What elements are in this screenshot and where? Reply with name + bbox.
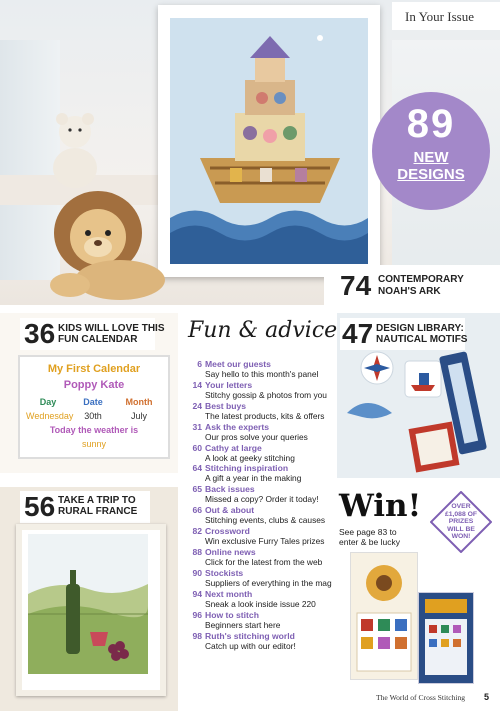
contents-item[interactable]: [186, 463, 336, 484]
day-label: Day: [39, 397, 57, 407]
item-page: 14: [192, 379, 202, 390]
item-description: Say hello to this month's panel: [205, 369, 319, 379]
item-page: 82: [192, 526, 202, 537]
hero-caption-line-1: CONTEMPORARY: [378, 274, 464, 285]
item-description: A gift a year in the making: [205, 473, 302, 484]
win-text: See page 83 to enter & be lucky: [339, 527, 400, 547]
teddy-bear-image: [40, 110, 110, 190]
calendar-page-number: 36: [24, 318, 56, 349]
item-title: Out & about: [205, 505, 255, 516]
prize-line-1: OVER: [451, 503, 471, 510]
calendar-sign: [18, 355, 170, 459]
item-description: Our pros solve your queries: [205, 431, 308, 442]
contents-item[interactable]: [186, 526, 336, 547]
item-page: 98: [192, 630, 202, 641]
contents-item[interactable]: [186, 380, 336, 401]
item-title: Crossword: [205, 526, 250, 537]
contents-list: [186, 359, 336, 651]
item-description: Stitching events, clubs & causes: [205, 515, 326, 526]
item-page: 31: [192, 421, 202, 432]
contents-title: Fun & advice: [188, 318, 338, 343]
calendar-caption: [58, 323, 164, 345]
item-description: Win exclusive Furry Tales prizes: [205, 536, 325, 547]
calendar-caption-line-1: KIDS WILL LOVE THIS: [58, 323, 165, 334]
nautical-caption-line-1: DESIGN LIBRARY:: [376, 323, 464, 334]
item-page: 66: [192, 505, 202, 516]
nautical-caption: [376, 323, 467, 345]
badge-line-1: NEW: [413, 149, 449, 166]
month-label: Month: [125, 397, 153, 407]
nautical-page-number: 47: [342, 318, 374, 349]
item-page: 65: [192, 484, 202, 495]
badge-line-2: DESIGNS: [397, 166, 465, 183]
noahs-ark-artwork: [170, 18, 368, 264]
item-title: Cathy at large: [205, 442, 262, 453]
item-title: Online news: [205, 547, 256, 558]
item-title: Meet our guests: [205, 359, 271, 369]
item-title: Stitching inspiration: [205, 463, 289, 474]
month-value: July: [130, 411, 147, 421]
contents-item[interactable]: [186, 568, 336, 589]
contents-item[interactable]: [186, 401, 336, 422]
weather-line: Today the weather is: [49, 425, 139, 435]
contents-item[interactable]: [186, 359, 336, 380]
contents-item[interactable]: [186, 505, 336, 526]
item-title: Best buys: [205, 400, 247, 411]
weather-value: sunny: [81, 439, 107, 449]
item-page: 90: [192, 567, 202, 578]
france-caption-line-1: TAKE A TRIP TO: [58, 495, 136, 506]
item-page: 6: [197, 359, 202, 369]
prize-line-3: PRIZES: [448, 518, 474, 526]
calendar-sign-title: My First Calendar: [47, 363, 141, 375]
prize-badge-text: [432, 503, 490, 541]
date-label: Date: [83, 397, 103, 407]
item-title: Ruth's stitching world: [205, 630, 295, 641]
contents-item[interactable]: [186, 547, 336, 568]
item-page: 24: [192, 400, 202, 411]
new-designs-badge: [372, 92, 490, 210]
hero-page-number: 74: [340, 270, 372, 301]
contents-item[interactable]: [186, 631, 336, 652]
item-title: Ask the experts: [205, 421, 270, 432]
france-caption: [58, 495, 137, 517]
contents-item[interactable]: [186, 589, 336, 610]
contents-item[interactable]: [186, 610, 336, 631]
item-description: Sneak a look inside issue 220: [205, 598, 316, 609]
badge-text: [372, 149, 490, 183]
item-description: Missed a copy? Order it today!: [205, 494, 319, 505]
france-caption-line-2: RURAL FRANCE: [58, 506, 138, 517]
section-label: In Your Issue: [405, 9, 474, 24]
calendar-caption-line-2: FUN CALENDAR: [58, 334, 138, 345]
item-page: 64: [192, 463, 202, 474]
contents-item[interactable]: [186, 422, 336, 443]
prize-kit-image: [418, 592, 474, 684]
item-description: A look at geeky stitching: [205, 452, 295, 463]
calendar-sign-name: Poppy Kate: [63, 379, 125, 391]
footer-page-number: 5: [484, 692, 490, 702]
date-value: 30th: [84, 411, 102, 421]
contents-item[interactable]: [186, 443, 336, 464]
item-title: Stockists: [205, 567, 244, 578]
win-title: Win!: [339, 488, 422, 524]
lion-toy-image: [40, 185, 170, 300]
badge-number: 89: [406, 102, 456, 146]
item-description: Catch up with our editor!: [205, 640, 296, 651]
item-page: 96: [192, 609, 202, 620]
wine-landscape-artwork: [28, 534, 148, 674]
item-description: The latest products, kits & offers: [205, 410, 325, 421]
hero-caption-line-2: NOAH'S ARK: [378, 286, 441, 297]
day-value: Wednesday: [26, 411, 74, 421]
france-page-number: 56: [24, 491, 56, 522]
item-title: Your letters: [205, 379, 253, 390]
item-title: Next month: [205, 588, 253, 599]
nautical-caption-line-2: NAUTICAL MOTIFS: [376, 334, 468, 345]
footer-magazine-title: The World of Cross Stitching: [376, 693, 466, 702]
item-description: Click for the latest from the web: [205, 557, 323, 568]
item-page: 88: [192, 547, 202, 558]
prize-line-4: WILL BE: [447, 525, 475, 533]
item-description: Stitchy gossip & photos from you: [205, 389, 327, 400]
item-title: How to stitch: [205, 609, 259, 620]
calendar-sign-labels: [20, 397, 168, 407]
item-title: Back issues: [205, 484, 255, 495]
hero-caption: [378, 274, 464, 298]
item-description: Suppliers of everything in the mag: [205, 577, 332, 588]
contents-item[interactable]: [186, 484, 336, 505]
item-page: 94: [192, 588, 202, 599]
prize-book-image: [350, 552, 418, 680]
item-description: Beginners start here: [205, 619, 281, 630]
prize-line-2: £1,088 OF: [444, 510, 478, 518]
item-page: 60: [192, 442, 202, 453]
calendar-sign-values: [20, 411, 168, 421]
prize-line-5: WON!: [451, 533, 471, 541]
